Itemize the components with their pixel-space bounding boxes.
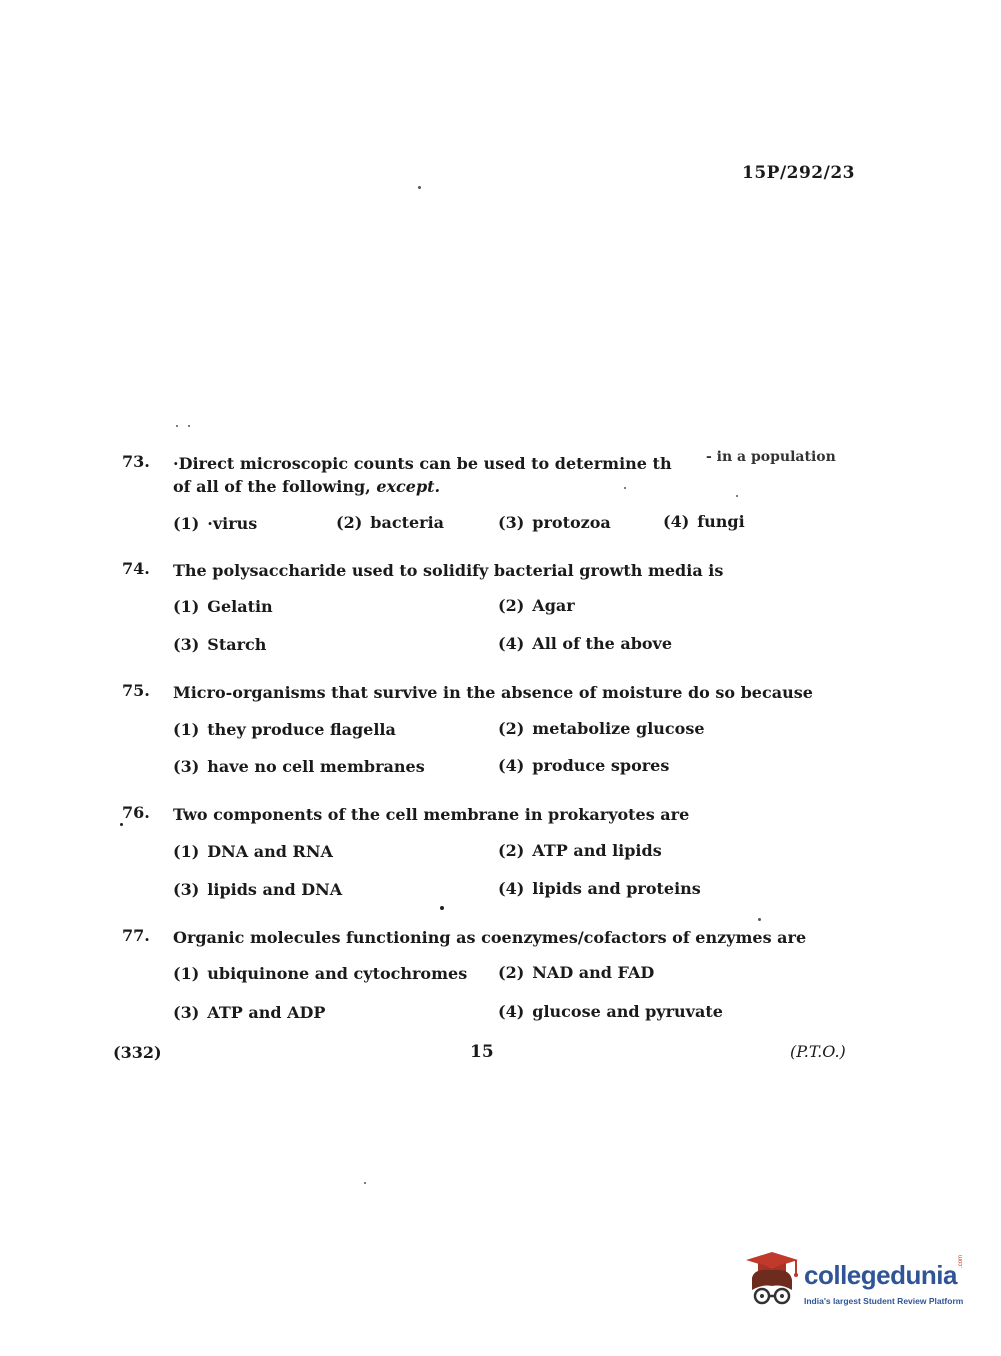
question-text: The polysaccharide used to solidify bacterial growth media is (173, 561, 724, 580)
question-number: 73. (122, 452, 150, 471)
scan-speck (188, 425, 190, 427)
scan-speck (418, 186, 421, 189)
question-number: 74. (122, 559, 150, 578)
option-77-3: (3) ATP and ADP (173, 1003, 326, 1022)
option-77-1: (1) ubiquinone and cytochromes (173, 964, 468, 983)
question-text: Micro-organisms that survive in the absence of moisture do so because (173, 683, 813, 702)
option-76-1: (1) DNA and RNA (173, 842, 333, 861)
paper-code: 15P/292/23 (742, 163, 856, 183)
option-75-4: (4) produce spores (498, 756, 670, 775)
mascot-icon (742, 1250, 800, 1312)
option-73-2: (2) bacteria (336, 513, 445, 532)
faded-text-fragment: - in a population (706, 449, 836, 465)
question-number: 76. (122, 803, 150, 822)
scan-speck (624, 487, 626, 489)
question-line-1: ·Direct microscopic counts can be used to determine th (173, 454, 672, 473)
logo-dotcom: .com (958, 1254, 964, 1268)
option-75-1: (1) they produce flagella (173, 720, 396, 739)
logo-wordmark: collegedunia (804, 1260, 957, 1290)
question-number: 75. (122, 681, 150, 700)
scan-speck (440, 906, 444, 910)
please-turn-over: (P.T.O.) (790, 1042, 846, 1061)
option-75-2: (2) metabolize glucose (498, 719, 705, 738)
page-number: 15 (470, 1042, 494, 1062)
collegedunia-logo (742, 1250, 972, 1320)
scan-speck (176, 425, 178, 427)
option-76-2: (2) ATP and lipids (498, 841, 662, 860)
emphasis-except: except. (376, 477, 441, 496)
question-text: Organic molecules functioning as coenzymes/cofactors of enzymes are (173, 928, 807, 947)
scan-speck (120, 823, 123, 826)
option-76-3: (3) lipids and DNA (173, 880, 343, 899)
question-line-2: of all of the following, except. (173, 477, 441, 496)
question-text (173, 452, 672, 498)
option-75-3: (3) have no cell membranes (173, 757, 425, 776)
scan-speck (758, 918, 761, 921)
logo-tagline: India's largest Student Review Platform (804, 1296, 964, 1306)
option-76-4: (4) lipids and proteins (498, 879, 701, 898)
option-73-3: (3) protozoa (498, 513, 611, 532)
option-74-3: (3) Starch (173, 635, 267, 654)
option-77-2: (2) NAD and FAD (498, 963, 655, 982)
option-74-4: (4) All of the above (498, 634, 673, 653)
option-77-4: (4) glucose and pyruvate (498, 1002, 723, 1021)
scan-speck (736, 495, 738, 497)
question-text: Two components of the cell membrane in prokaryotes are (173, 805, 690, 824)
option-73-1: (1) ·virus (173, 514, 258, 533)
option-74-2: (2) Agar (498, 596, 575, 615)
question-number: 77. (122, 926, 150, 945)
option-73-4: (4) fungi (663, 512, 745, 531)
booklet-code: (332) (113, 1043, 162, 1062)
option-74-1: (1) Gelatin (173, 597, 273, 616)
scan-speck (364, 1182, 366, 1184)
